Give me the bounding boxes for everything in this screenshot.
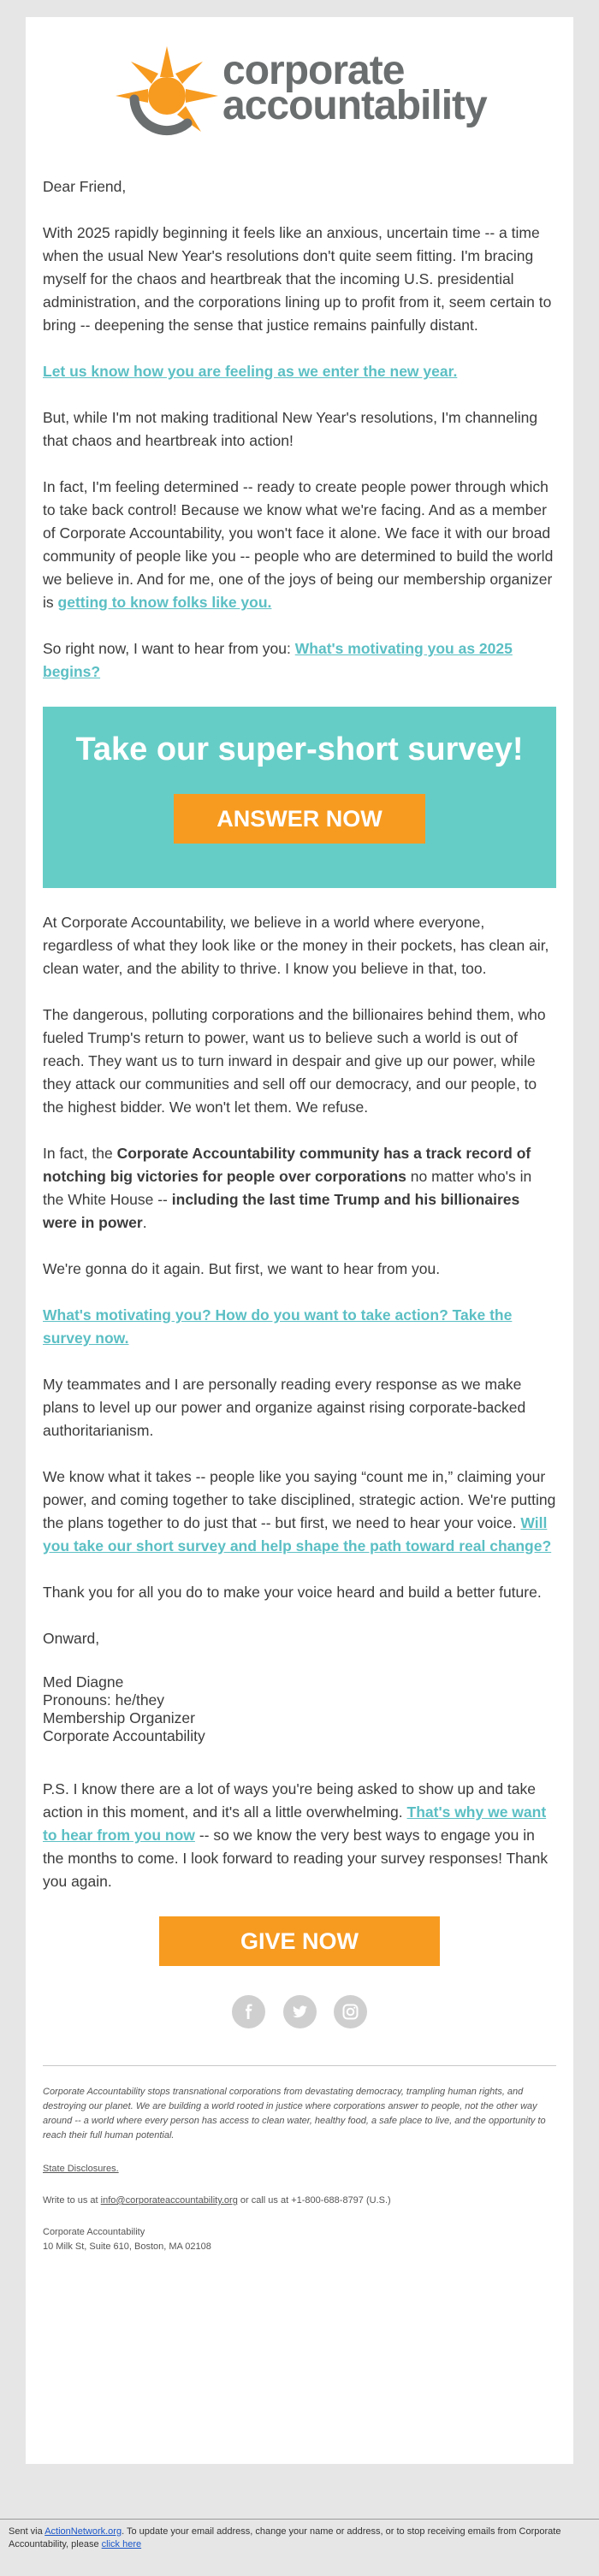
- footer: [43, 2085, 556, 2254]
- twitter-icon[interactable]: [283, 1995, 317, 2028]
- sent-via-text: Sent via: [9, 2526, 43, 2537]
- track-text-a: In fact, the: [43, 1145, 113, 1162]
- logo-line-1: corporate: [222, 48, 405, 93]
- postscript-text-b: -- so we know the very best ways to engage you in the months to come. I look forward to reading your survey responses! Thank you again.: [43, 1827, 549, 1890]
- facebook-icon[interactable]: [232, 1995, 265, 2028]
- paragraph-believe: At Corporate Accountability, we believe in a world where everyone, regardless of what they look like or the money in their pockets, has clean air, clean water, and the ability to thrive. I know you believe in that, too.: [43, 914, 549, 977]
- address-line: 10 Milk St, Suite 610, Boston, MA 02108: [43, 2241, 211, 2252]
- paragraph-hear: [43, 637, 556, 684]
- paragraph-track-record: [43, 1142, 556, 1235]
- paragraph-count-me-in: [43, 1466, 556, 1558]
- email-card: [26, 17, 573, 2464]
- footer-mission: Corporate Accountability stops transnational corporations from devastating democracy, trampling human rights, and destroying our planet. We are building a world rooted in justice where corporations answer to people, not the other way around -- a world where every person has access to clean water, healthy food, a safe place to live, and the opportunity to reach their full human potential.: [43, 2087, 546, 2141]
- state-disclosures-link[interactable]: State Disclosures.: [43, 2164, 119, 2174]
- paragraph-again: We're gonna do it again. But first, we want to hear from you.: [43, 1260, 441, 1277]
- signature-pronouns: Pronouns: he/they: [43, 1691, 165, 1708]
- logo-line-2: accountability: [222, 83, 487, 128]
- track-end: .: [142, 1214, 147, 1231]
- postscript: [43, 1778, 556, 1893]
- contact-text-a: Write to us at: [43, 2195, 98, 2206]
- paragraph-dangerous: The dangerous, polluting corporations and the billionaires behind them, who fueled Trump's return to power, want us to believe such a world is out of reach. They want us to turn inward in despair and give up our power, while they attack our communities and sell off our democracy, and our people, to the highest bidder. We won't let them. We refuse.: [43, 1006, 546, 1116]
- address-org: Corporate Accountability: [43, 2227, 145, 2237]
- survey-title: Take our super-short survey!: [75, 731, 524, 767]
- give-now-button[interactable]: GIVE NOW: [159, 1916, 440, 1966]
- paragraph-teammates: My teammates and I are personally reading every response as we make plans to level up our power and organize against rising corporate-backed authoritarianism.: [43, 1376, 526, 1439]
- paragraph-hear-text: So right now, I want to hear from you:: [43, 640, 291, 657]
- unsubscribe-bar: [9, 2526, 590, 2551]
- shape-path-link[interactable]: Will you take our short survey and help shape the path toward real change?: [43, 1514, 552, 1554]
- unsubscribe-text: . To update your email address, change your name or address, or to stop receiving emails from Corporate Accountability, please: [9, 2526, 561, 2549]
- take-survey-link-paragraph: [43, 1304, 556, 1350]
- logo[interactable]: [114, 43, 507, 149]
- instagram-icon[interactable]: [334, 1995, 367, 2028]
- social-links: [43, 1995, 556, 2029]
- count-me-in-text: We know what it takes -- people like you saying “count me in,” claiming your power, and coming together to take disciplined, strategic action. We're putting the plans together to do just that -- but first, we need to hear your voice.: [43, 1468, 556, 1531]
- answer-now-button[interactable]: ANSWER NOW: [174, 794, 425, 844]
- contact-line: [43, 2194, 556, 2208]
- track-bold-2: including the last time Trump and his billionaires were in power: [43, 1191, 520, 1231]
- signoff: Onward,: [43, 1630, 100, 1647]
- signature-org: Corporate Accountability: [43, 1727, 205, 1744]
- paragraph-determined-text: In fact, I'm feeling determined -- ready to create people power through which to take back control! Because we know what we're facing. And as a member of Corporate Accountability, you won't face it alone. We face it with our broad community of people like you -- people who are determined to build the world we believe in. And for me, one of the joys of being our membership organizer is: [43, 478, 554, 611]
- address: [43, 2225, 556, 2254]
- feeling-link-paragraph: [43, 360, 556, 383]
- take-survey-link[interactable]: What's motivating you? How do you want to take action? Take the survey now.: [43, 1306, 513, 1347]
- click-here-link[interactable]: click here: [101, 2539, 142, 2549]
- logo-wordmark: [222, 48, 487, 128]
- feeling-link[interactable]: Let us know how you are feeling as we enter the new year.: [43, 363, 458, 380]
- paragraph-channeling: But, while I'm not making traditional New Year's resolutions, I'm channeling that chaos and heartbreak into action!: [43, 409, 538, 449]
- state-disclosures-paragraph: [43, 2162, 556, 2176]
- footer-divider: [43, 2065, 556, 2066]
- signature-title: Membership Organizer: [43, 1709, 195, 1726]
- signature: [43, 1673, 556, 1745]
- actionnetwork-link[interactable]: ActionNetwork.org: [44, 2526, 122, 2537]
- paragraph-determined: [43, 476, 556, 614]
- track-bold-1: Corporate Accountability community has a track record of notching big victories for people over corporations: [43, 1145, 531, 1185]
- postscript-text-a: P.S. I know there are a lot of ways you're being asked to show up and take action in this moment, and it's all a little overwhelming.: [43, 1780, 537, 1821]
- paragraph-intro: With 2025 rapidly beginning it feels like an anxious, uncertain time -- a time when the usual New Year's resolutions don't quite seem fitting. I'm bracing myself for the chaos and heartbreak that the incoming U.S. presidential administration, and the corporations lining up to profit from it, seem certain to bring -- deepening the sense that justice remains painfully distant.: [43, 224, 552, 334]
- signature-name: Med Diagne: [43, 1673, 124, 1691]
- email-body: [43, 175, 556, 2271]
- greeting: Dear Friend,: [43, 178, 127, 195]
- bottom-rule: [0, 2519, 599, 2520]
- hear-from-you-link[interactable]: That's why we want to hear from you now: [43, 1803, 547, 1844]
- track-text-b: no matter who's in the White House --: [43, 1168, 532, 1208]
- survey-banner: [43, 707, 556, 888]
- contact-text-b: or call us at +1-800-688-8797 (U.S.): [240, 2195, 391, 2206]
- give-now-wrap: [43, 1916, 556, 1966]
- know-folks-link[interactable]: getting to know folks like you.: [57, 594, 272, 611]
- paragraph-thank-you: Thank you for all you do to make your voice heard and build a better future.: [43, 1584, 542, 1601]
- sun-icon: [114, 43, 220, 149]
- email-link[interactable]: info@corporateaccountability.org: [100, 2195, 238, 2206]
- motivating-2025-link[interactable]: What's motivating you as 2025 begins?: [43, 640, 513, 680]
